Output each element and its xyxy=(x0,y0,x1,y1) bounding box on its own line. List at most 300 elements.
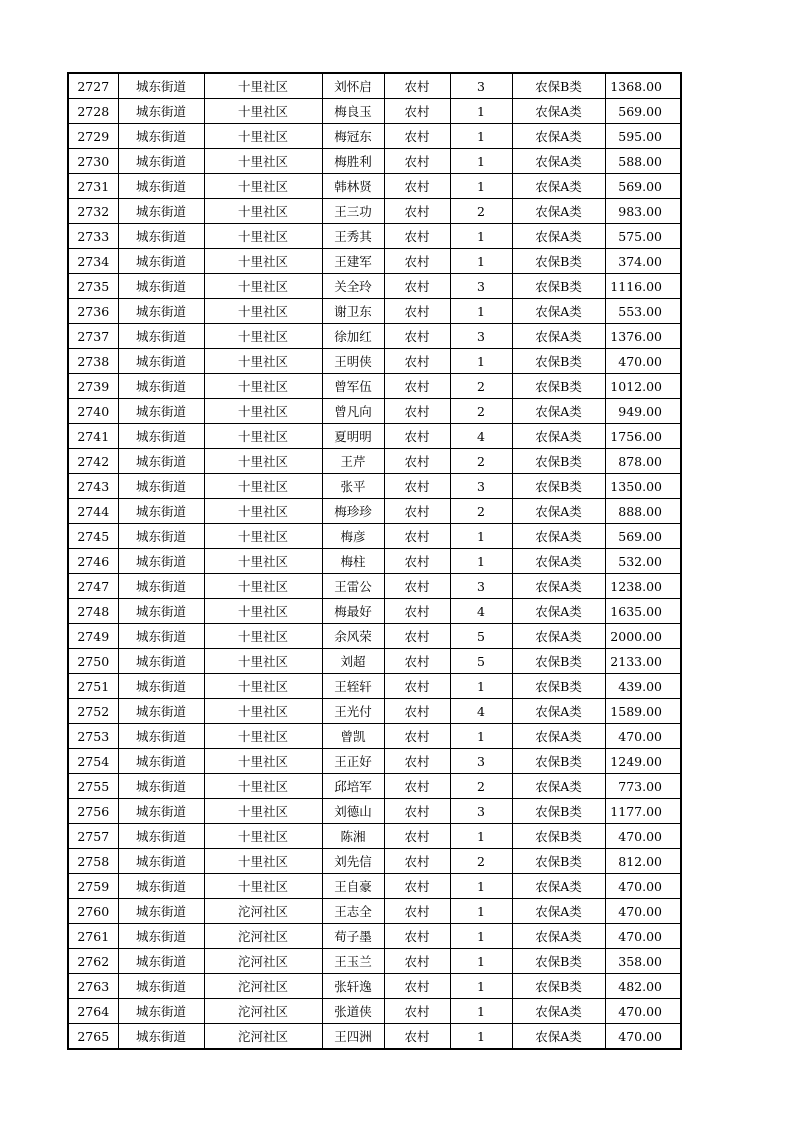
name-cell: 王志全 xyxy=(322,899,384,924)
name-cell: 刘先信 xyxy=(322,849,384,874)
community-cell: 十里社区 xyxy=(204,399,322,424)
table-row xyxy=(68,674,681,699)
street-cell: 城东街道 xyxy=(118,474,204,499)
table-row xyxy=(68,874,681,899)
street-cell: 城东街道 xyxy=(118,674,204,699)
amount-cell: 470.00 xyxy=(605,874,681,899)
row-number-cell: 2755 xyxy=(68,774,118,799)
table-row xyxy=(68,999,681,1024)
name-cell: 张轩逸 xyxy=(322,974,384,999)
community-cell: 十里社区 xyxy=(204,299,322,324)
name-cell: 梅珍珍 xyxy=(322,499,384,524)
member-count-cell: 2 xyxy=(450,199,512,224)
community-cell: 十里社区 xyxy=(204,724,322,749)
community-cell: 十里社区 xyxy=(204,149,322,174)
table-row xyxy=(68,974,681,999)
category-cell: 农保A类 xyxy=(512,124,605,149)
household-type-cell: 农村 xyxy=(384,249,450,274)
row-number-cell: 2750 xyxy=(68,649,118,674)
name-cell: 曾凯 xyxy=(322,724,384,749)
community-cell: 十里社区 xyxy=(204,699,322,724)
category-cell: 农保A类 xyxy=(512,149,605,174)
name-cell: 张平 xyxy=(322,474,384,499)
name-cell: 刘怀启 xyxy=(322,73,384,99)
table-row xyxy=(68,174,681,199)
community-cell: 十里社区 xyxy=(204,224,322,249)
community-cell: 十里社区 xyxy=(204,99,322,124)
community-cell: 十里社区 xyxy=(204,199,322,224)
household-type-cell: 农村 xyxy=(384,774,450,799)
category-cell: 农保B类 xyxy=(512,349,605,374)
category-cell: 农保B类 xyxy=(512,949,605,974)
category-cell: 农保B类 xyxy=(512,849,605,874)
table-row xyxy=(68,124,681,149)
member-count-cell: 3 xyxy=(450,749,512,774)
table-row xyxy=(68,199,681,224)
household-type-cell: 农村 xyxy=(384,449,450,474)
table-row xyxy=(68,299,681,324)
community-cell: 十里社区 xyxy=(204,249,322,274)
table-row xyxy=(68,73,681,99)
street-cell: 城东街道 xyxy=(118,349,204,374)
street-cell: 城东街道 xyxy=(118,374,204,399)
row-number-cell: 2742 xyxy=(68,449,118,474)
table-row xyxy=(68,249,681,274)
amount-cell: 812.00 xyxy=(605,849,681,874)
name-cell: 曾凡向 xyxy=(322,399,384,424)
street-cell: 城东街道 xyxy=(118,949,204,974)
row-number-cell: 2763 xyxy=(68,974,118,999)
member-count-cell: 1 xyxy=(450,674,512,699)
household-type-cell: 农村 xyxy=(384,199,450,224)
amount-cell: 1249.00 xyxy=(605,749,681,774)
row-number-cell: 2752 xyxy=(68,699,118,724)
member-count-cell: 2 xyxy=(450,449,512,474)
amount-cell: 983.00 xyxy=(605,199,681,224)
household-type-cell: 农村 xyxy=(384,599,450,624)
member-count-cell: 1 xyxy=(450,349,512,374)
row-number-cell: 2744 xyxy=(68,499,118,524)
amount-cell: 482.00 xyxy=(605,974,681,999)
community-cell: 沱河社区 xyxy=(204,949,322,974)
member-count-cell: 1 xyxy=(450,924,512,949)
community-cell: 十里社区 xyxy=(204,849,322,874)
member-count-cell: 3 xyxy=(450,574,512,599)
category-cell: 农保A类 xyxy=(512,549,605,574)
category-cell: 农保A类 xyxy=(512,424,605,449)
name-cell: 王四洲 xyxy=(322,1024,384,1050)
table-row xyxy=(68,274,681,299)
household-type-cell: 农村 xyxy=(384,624,450,649)
amount-cell: 470.00 xyxy=(605,824,681,849)
amount-cell: 470.00 xyxy=(605,1024,681,1050)
category-cell: 农保A类 xyxy=(512,724,605,749)
community-cell: 十里社区 xyxy=(204,499,322,524)
name-cell: 梅冠东 xyxy=(322,124,384,149)
row-number-cell: 2758 xyxy=(68,849,118,874)
community-cell: 十里社区 xyxy=(204,274,322,299)
street-cell: 城东街道 xyxy=(118,924,204,949)
household-type-cell: 农村 xyxy=(384,974,450,999)
amount-cell: 439.00 xyxy=(605,674,681,699)
name-cell: 梅良玉 xyxy=(322,99,384,124)
community-cell: 十里社区 xyxy=(204,749,322,774)
member-count-cell: 1 xyxy=(450,524,512,549)
row-number-cell: 2727 xyxy=(68,73,118,99)
name-cell: 夏明明 xyxy=(322,424,384,449)
community-cell: 沱河社区 xyxy=(204,1024,322,1050)
member-count-cell: 2 xyxy=(450,849,512,874)
name-cell: 梅最好 xyxy=(322,599,384,624)
amount-cell: 1376.00 xyxy=(605,324,681,349)
street-cell: 城东街道 xyxy=(118,574,204,599)
table-row xyxy=(68,324,681,349)
street-cell: 城东街道 xyxy=(118,524,204,549)
street-cell: 城东街道 xyxy=(118,824,204,849)
member-count-cell: 4 xyxy=(450,424,512,449)
household-type-cell: 农村 xyxy=(384,549,450,574)
row-number-cell: 2762 xyxy=(68,949,118,974)
name-cell: 王雷公 xyxy=(322,574,384,599)
amount-cell: 470.00 xyxy=(605,724,681,749)
table-row xyxy=(68,649,681,674)
category-cell: 农保A类 xyxy=(512,874,605,899)
row-number-cell: 2739 xyxy=(68,374,118,399)
household-type-cell: 农村 xyxy=(384,474,450,499)
category-cell: 农保A类 xyxy=(512,699,605,724)
table-row xyxy=(68,374,681,399)
name-cell: 陈湘 xyxy=(322,824,384,849)
community-cell: 十里社区 xyxy=(204,574,322,599)
household-type-cell: 农村 xyxy=(384,724,450,749)
community-cell: 十里社区 xyxy=(204,424,322,449)
amount-cell: 1238.00 xyxy=(605,574,681,599)
table-row xyxy=(68,849,681,874)
household-type-cell: 农村 xyxy=(384,324,450,349)
member-count-cell: 1 xyxy=(450,224,512,249)
amount-cell: 1756.00 xyxy=(605,424,681,449)
category-cell: 农保A类 xyxy=(512,299,605,324)
category-cell: 农保A类 xyxy=(512,924,605,949)
community-cell: 十里社区 xyxy=(204,599,322,624)
amount-cell: 470.00 xyxy=(605,999,681,1024)
street-cell: 城东街道 xyxy=(118,174,204,199)
community-cell: 沱河社区 xyxy=(204,899,322,924)
community-cell: 十里社区 xyxy=(204,624,322,649)
name-cell: 王建军 xyxy=(322,249,384,274)
row-number-cell: 2756 xyxy=(68,799,118,824)
row-number-cell: 2736 xyxy=(68,299,118,324)
street-cell: 城东街道 xyxy=(118,624,204,649)
name-cell: 谢卫东 xyxy=(322,299,384,324)
table-row xyxy=(68,1024,681,1050)
row-number-cell: 2745 xyxy=(68,524,118,549)
street-cell: 城东街道 xyxy=(118,699,204,724)
household-type-cell: 农村 xyxy=(384,924,450,949)
row-number-cell: 2757 xyxy=(68,824,118,849)
amount-cell: 470.00 xyxy=(605,924,681,949)
street-cell: 城东街道 xyxy=(118,224,204,249)
amount-cell: 470.00 xyxy=(605,349,681,374)
name-cell: 王玉兰 xyxy=(322,949,384,974)
street-cell: 城东街道 xyxy=(118,299,204,324)
member-count-cell: 1 xyxy=(450,549,512,574)
member-count-cell: 3 xyxy=(450,474,512,499)
name-cell: 张道侠 xyxy=(322,999,384,1024)
member-count-cell: 3 xyxy=(450,73,512,99)
row-number-cell: 2748 xyxy=(68,599,118,624)
household-type-cell: 农村 xyxy=(384,824,450,849)
name-cell: 梅柱 xyxy=(322,549,384,574)
amount-cell: 553.00 xyxy=(605,299,681,324)
amount-cell: 2000.00 xyxy=(605,624,681,649)
household-type-cell: 农村 xyxy=(384,399,450,424)
community-cell: 十里社区 xyxy=(204,124,322,149)
category-cell: 农保B类 xyxy=(512,799,605,824)
street-cell: 城东街道 xyxy=(118,324,204,349)
category-cell: 农保B类 xyxy=(512,749,605,774)
household-type-cell: 农村 xyxy=(384,849,450,874)
row-number-cell: 2738 xyxy=(68,349,118,374)
table-row xyxy=(68,624,681,649)
household-type-cell: 农村 xyxy=(384,274,450,299)
category-cell: 农保B类 xyxy=(512,674,605,699)
row-number-cell: 2741 xyxy=(68,424,118,449)
row-number-cell: 2754 xyxy=(68,749,118,774)
category-cell: 农保B类 xyxy=(512,824,605,849)
amount-cell: 470.00 xyxy=(605,899,681,924)
street-cell: 城东街道 xyxy=(118,124,204,149)
table-row xyxy=(68,224,681,249)
household-type-cell: 农村 xyxy=(384,799,450,824)
household-type-cell: 农村 xyxy=(384,949,450,974)
category-cell: 农保A类 xyxy=(512,999,605,1024)
category-cell: 农保B类 xyxy=(512,73,605,99)
member-count-cell: 1 xyxy=(450,99,512,124)
community-cell: 十里社区 xyxy=(204,349,322,374)
household-type-cell: 农村 xyxy=(384,349,450,374)
name-cell: 王秀其 xyxy=(322,224,384,249)
community-cell: 十里社区 xyxy=(204,524,322,549)
table-row xyxy=(68,749,681,774)
category-cell: 农保B类 xyxy=(512,249,605,274)
member-count-cell: 1 xyxy=(450,874,512,899)
member-count-cell: 4 xyxy=(450,699,512,724)
amount-cell: 888.00 xyxy=(605,499,681,524)
name-cell: 王轾轩 xyxy=(322,674,384,699)
member-count-cell: 2 xyxy=(450,399,512,424)
member-count-cell: 1 xyxy=(450,174,512,199)
street-cell: 城东街道 xyxy=(118,274,204,299)
row-number-cell: 2759 xyxy=(68,874,118,899)
category-cell: 农保A类 xyxy=(512,499,605,524)
table-row xyxy=(68,474,681,499)
member-count-cell: 1 xyxy=(450,899,512,924)
table-row xyxy=(68,99,681,124)
household-type-cell: 农村 xyxy=(384,124,450,149)
table-row xyxy=(68,949,681,974)
name-cell: 关全玲 xyxy=(322,274,384,299)
table-row xyxy=(68,774,681,799)
row-number-cell: 2760 xyxy=(68,899,118,924)
household-type-cell: 农村 xyxy=(384,299,450,324)
name-cell: 王明侠 xyxy=(322,349,384,374)
member-count-cell: 3 xyxy=(450,324,512,349)
row-number-cell: 2729 xyxy=(68,124,118,149)
community-cell: 十里社区 xyxy=(204,374,322,399)
category-cell: 农保A类 xyxy=(512,99,605,124)
row-number-cell: 2746 xyxy=(68,549,118,574)
member-count-cell: 3 xyxy=(450,799,512,824)
member-count-cell: 2 xyxy=(450,774,512,799)
amount-cell: 1116.00 xyxy=(605,274,681,299)
amount-cell: 569.00 xyxy=(605,524,681,549)
community-cell: 十里社区 xyxy=(204,649,322,674)
member-count-cell: 4 xyxy=(450,599,512,624)
street-cell: 城东街道 xyxy=(118,249,204,274)
category-cell: 农保B类 xyxy=(512,374,605,399)
street-cell: 城东街道 xyxy=(118,199,204,224)
household-type-cell: 农村 xyxy=(384,649,450,674)
household-type-cell: 农村 xyxy=(384,424,450,449)
row-number-cell: 2735 xyxy=(68,274,118,299)
amount-cell: 1589.00 xyxy=(605,699,681,724)
street-cell: 城东街道 xyxy=(118,799,204,824)
household-type-cell: 农村 xyxy=(384,574,450,599)
name-cell: 荀子墨 xyxy=(322,924,384,949)
member-count-cell: 2 xyxy=(450,499,512,524)
name-cell: 曾军伍 xyxy=(322,374,384,399)
household-type-cell: 农村 xyxy=(384,499,450,524)
amount-cell: 949.00 xyxy=(605,399,681,424)
name-cell: 王正好 xyxy=(322,749,384,774)
member-count-cell: 1 xyxy=(450,124,512,149)
member-count-cell: 1 xyxy=(450,974,512,999)
community-cell: 十里社区 xyxy=(204,324,322,349)
category-cell: 农保A类 xyxy=(512,624,605,649)
table-row xyxy=(68,449,681,474)
household-type-cell: 农村 xyxy=(384,149,450,174)
category-cell: 农保A类 xyxy=(512,174,605,199)
table-row xyxy=(68,924,681,949)
street-cell: 城东街道 xyxy=(118,899,204,924)
street-cell: 城东街道 xyxy=(118,724,204,749)
amount-cell: 595.00 xyxy=(605,124,681,149)
category-cell: 农保A类 xyxy=(512,224,605,249)
table-row xyxy=(68,899,681,924)
amount-cell: 878.00 xyxy=(605,449,681,474)
street-cell: 城东街道 xyxy=(118,849,204,874)
amount-cell: 1635.00 xyxy=(605,599,681,624)
household-type-cell: 农村 xyxy=(384,999,450,1024)
member-count-cell: 1 xyxy=(450,999,512,1024)
row-number-cell: 2740 xyxy=(68,399,118,424)
name-cell: 梅胜利 xyxy=(322,149,384,174)
category-cell: 农保A类 xyxy=(512,399,605,424)
row-number-cell: 2734 xyxy=(68,249,118,274)
community-cell: 十里社区 xyxy=(204,549,322,574)
category-cell: 农保B类 xyxy=(512,449,605,474)
table-row xyxy=(68,549,681,574)
street-cell: 城东街道 xyxy=(118,99,204,124)
community-cell: 十里社区 xyxy=(204,774,322,799)
household-type-cell: 农村 xyxy=(384,99,450,124)
category-cell: 农保B类 xyxy=(512,649,605,674)
household-type-cell: 农村 xyxy=(384,174,450,199)
row-number-cell: 2747 xyxy=(68,574,118,599)
name-cell: 王自豪 xyxy=(322,874,384,899)
category-cell: 农保A类 xyxy=(512,574,605,599)
member-count-cell: 1 xyxy=(450,299,512,324)
name-cell: 徐加红 xyxy=(322,324,384,349)
category-cell: 农保B类 xyxy=(512,474,605,499)
row-number-cell: 2764 xyxy=(68,999,118,1024)
household-type-cell: 农村 xyxy=(384,899,450,924)
member-count-cell: 1 xyxy=(450,149,512,174)
row-number-cell: 2733 xyxy=(68,224,118,249)
community-cell: 沱河社区 xyxy=(204,999,322,1024)
row-number-cell: 2753 xyxy=(68,724,118,749)
amount-cell: 773.00 xyxy=(605,774,681,799)
row-number-cell: 2743 xyxy=(68,474,118,499)
row-number-cell: 2751 xyxy=(68,674,118,699)
member-count-cell: 1 xyxy=(450,1024,512,1050)
household-type-cell: 农村 xyxy=(384,524,450,549)
amount-cell: 358.00 xyxy=(605,949,681,974)
category-cell: 农保A类 xyxy=(512,524,605,549)
street-cell: 城东街道 xyxy=(118,424,204,449)
amount-cell: 374.00 xyxy=(605,249,681,274)
table-row xyxy=(68,424,681,449)
amount-cell: 569.00 xyxy=(605,174,681,199)
table-row xyxy=(68,699,681,724)
community-cell: 十里社区 xyxy=(204,874,322,899)
household-type-cell: 农村 xyxy=(384,874,450,899)
category-cell: 农保A类 xyxy=(512,774,605,799)
street-cell: 城东街道 xyxy=(118,399,204,424)
street-cell: 城东街道 xyxy=(118,449,204,474)
category-cell: 农保A类 xyxy=(512,899,605,924)
street-cell: 城东街道 xyxy=(118,874,204,899)
table-row xyxy=(68,149,681,174)
member-count-cell: 1 xyxy=(450,724,512,749)
name-cell: 王三功 xyxy=(322,199,384,224)
name-cell: 刘超 xyxy=(322,649,384,674)
member-count-cell: 2 xyxy=(450,374,512,399)
member-count-cell: 1 xyxy=(450,949,512,974)
amount-cell: 1368.00 xyxy=(605,73,681,99)
row-number-cell: 2732 xyxy=(68,199,118,224)
community-cell: 沱河社区 xyxy=(204,924,322,949)
name-cell: 韩林贤 xyxy=(322,174,384,199)
street-cell: 城东街道 xyxy=(118,1024,204,1050)
street-cell: 城东街道 xyxy=(118,549,204,574)
category-cell: 农保A类 xyxy=(512,1024,605,1050)
member-count-cell: 5 xyxy=(450,649,512,674)
table-row xyxy=(68,574,681,599)
street-cell: 城东街道 xyxy=(118,599,204,624)
street-cell: 城东街道 xyxy=(118,999,204,1024)
name-cell: 余风荣 xyxy=(322,624,384,649)
name-cell: 邱培军 xyxy=(322,774,384,799)
name-cell: 王光付 xyxy=(322,699,384,724)
street-cell: 城东街道 xyxy=(118,774,204,799)
street-cell: 城东街道 xyxy=(118,149,204,174)
relief-roster-table xyxy=(67,72,682,1050)
amount-cell: 1177.00 xyxy=(605,799,681,824)
table-row xyxy=(68,724,681,749)
household-type-cell: 农村 xyxy=(384,224,450,249)
